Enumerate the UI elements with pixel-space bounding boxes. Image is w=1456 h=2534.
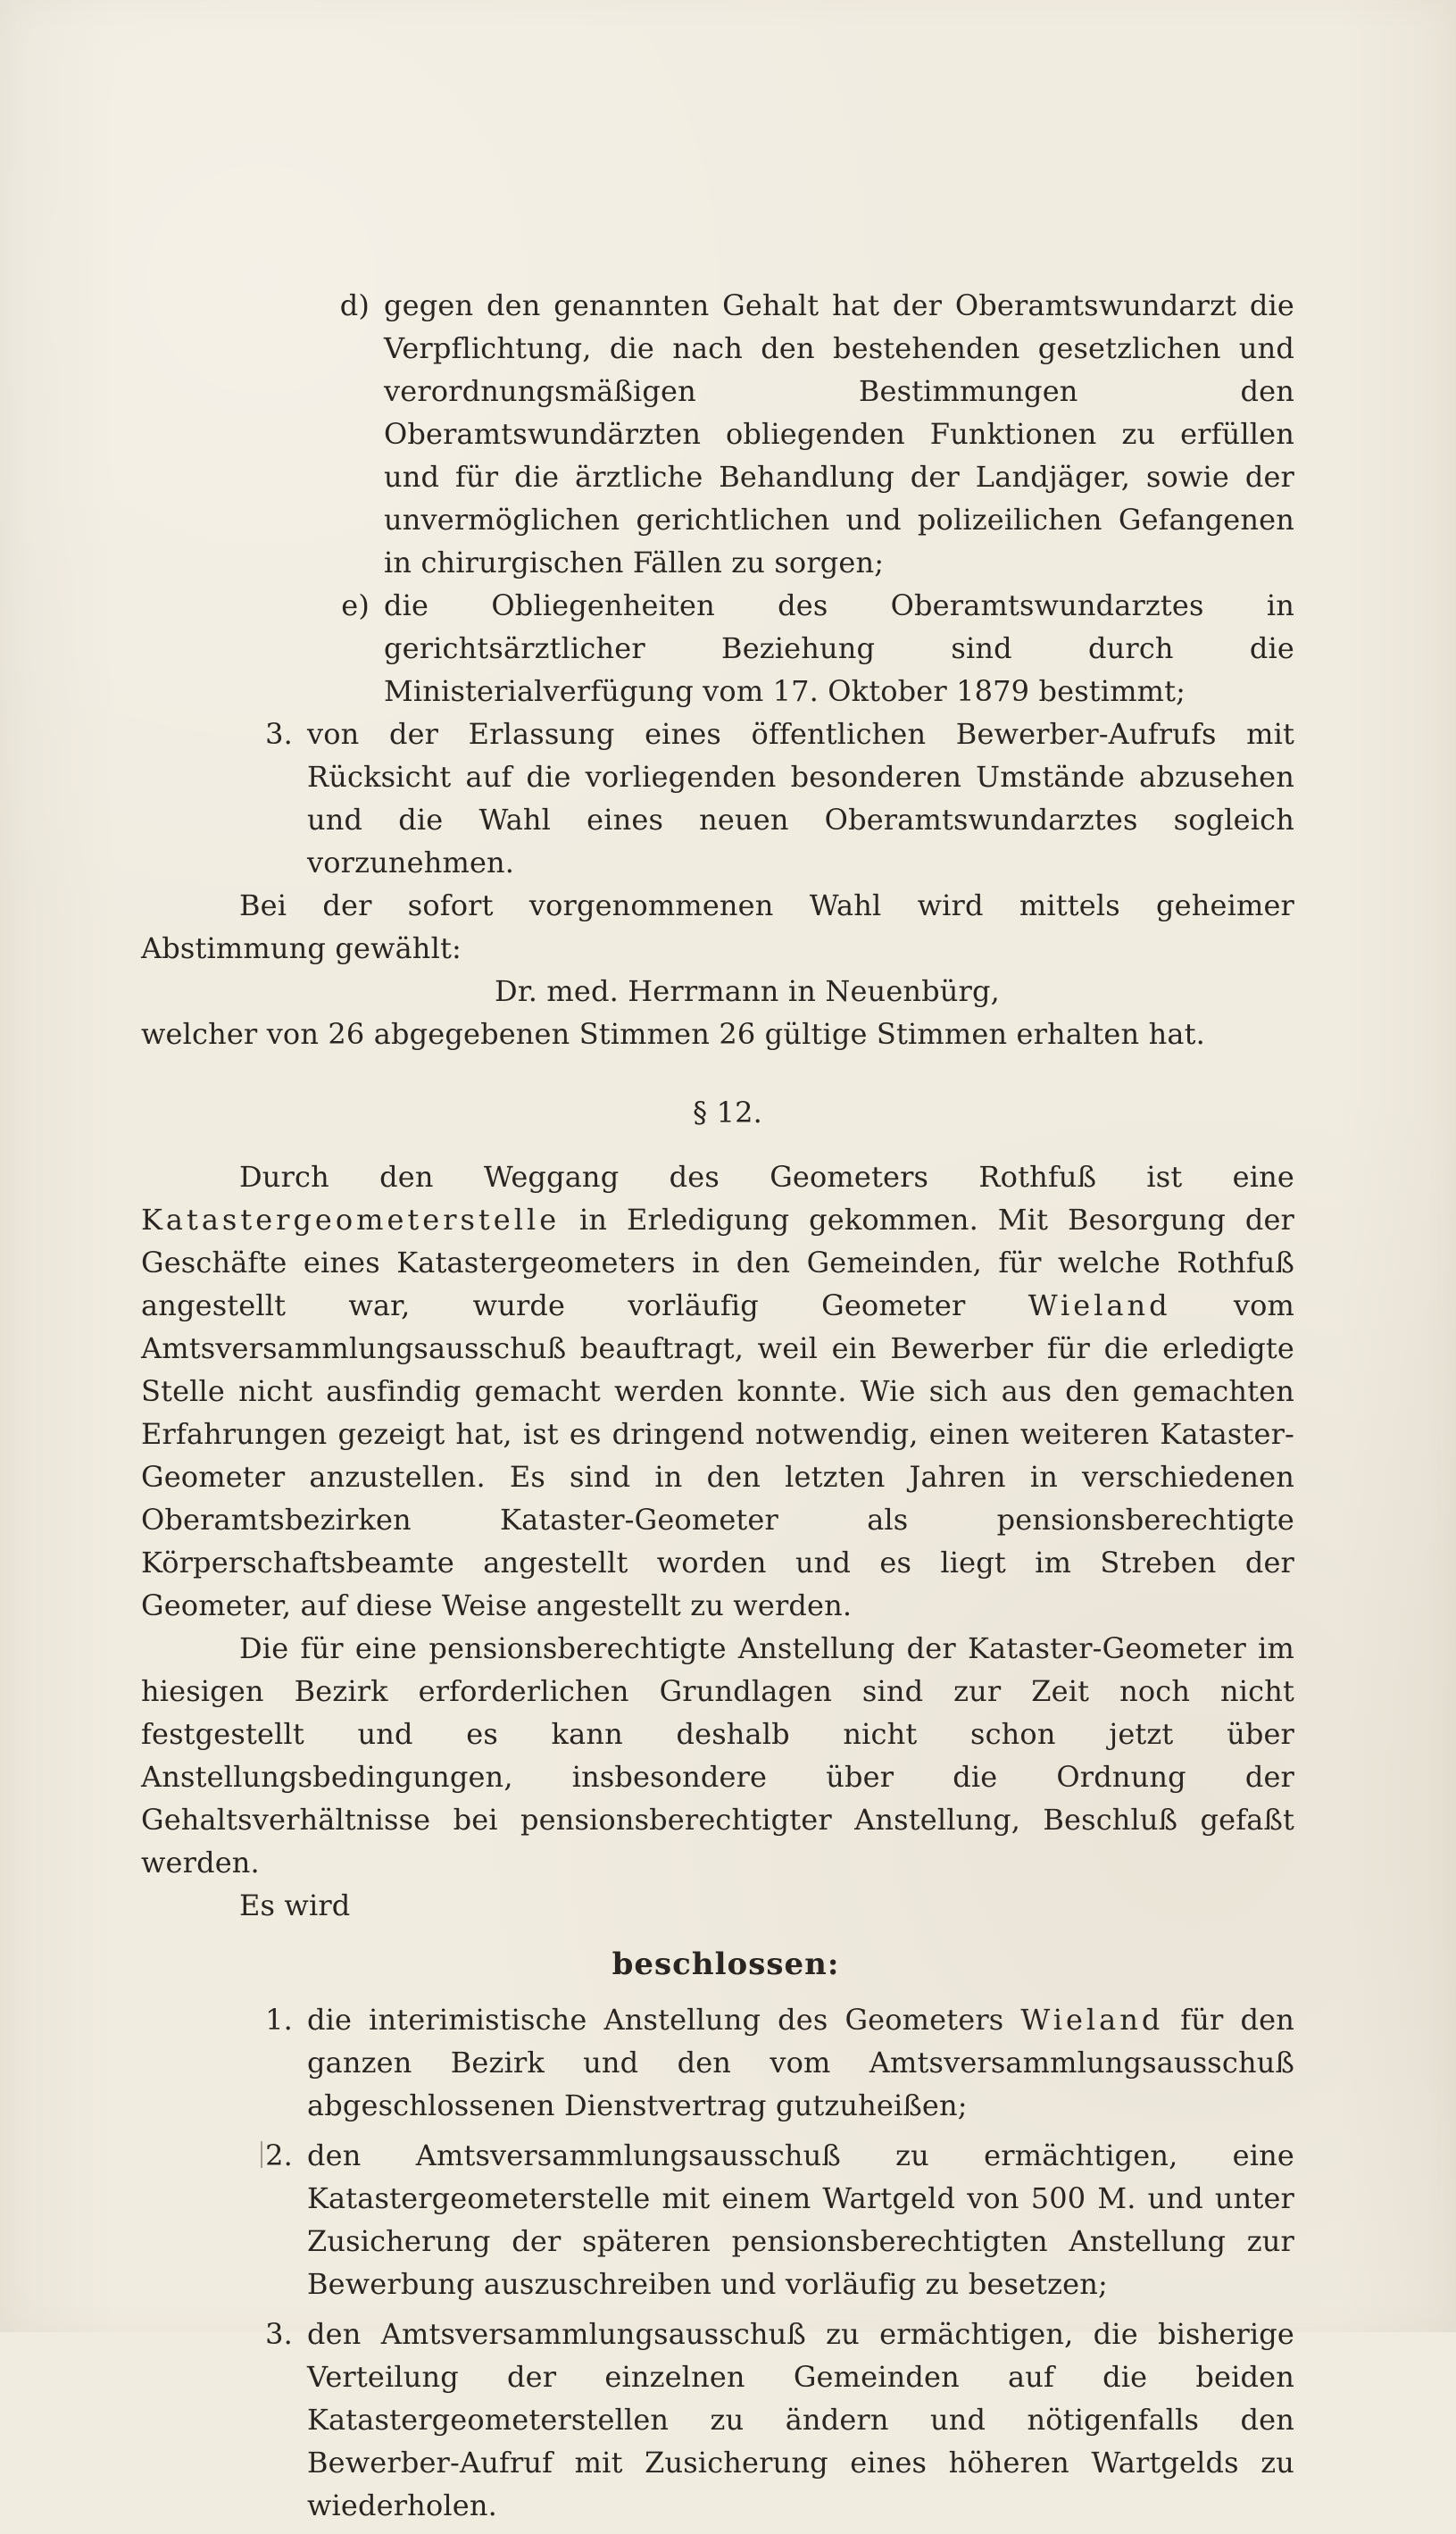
- section-12-paragraph-1-rest-a: in Erledigung gekommen. Mit Besorgung der Geschäfte eines Katastergeometers in den Gemeinden, für welche Rothfuß angestellt war, wurde vorläufig Geometer: [141, 1203, 1294, 1322]
- resolution-item-2: [254, 2134, 1294, 2305]
- katastergeometerstelle-emphasis: Katastergeometerstelle: [141, 1203, 561, 1237]
- section-12-paragraph-1-rest-b: vom Amtsversammlungsausschuß beauftragt, weil ein Bewerber für die erledigte Stelle nicht ausfindig gemacht werden konnte. Wie sich aus den gemachten Erfahrungen gezeigt hat, ist es dringend notwendig, einen weiteren Kataster-Geometer anzustellen. Es sind in den letzten Jahren in verschiedenen Oberamtsbezirken Kataster-Geometer als pensionsberechtigte Körperschaftsbeamte angestellt worden und es liegt im Streben der Geometer, auf diese Weise angestellt zu werden.: [141, 1288, 1294, 1622]
- subitem-e: [330, 584, 1294, 713]
- resolution-item-2-marker: 2.: [265, 2138, 293, 2172]
- item-3-text: von der Erlassung eines öffentlichen Bewerber-Aufrufs mit Rücksicht auf die vorliegenden besonderen Umstände abzusehen und die Wahl eines neuen Oberamtswundarztes sogleich vorzunehmen.: [307, 717, 1294, 879]
- section-12-paragraph-2: Die für eine pensionsberechtigte Anstellung der Kataster-Geometer im hiesigen Bezirk erforderlichen Grundlagen sind zur Zeit noch nicht festgestellt und es kann deshalb nicht schon jetzt über Anstellungsbedingungen, insbesondere über die Ordnung der Gehaltsverhältnisse bei pensionsberechtigter Anstellung, Beschluß gefaßt werden.: [141, 1631, 1294, 1880]
- resolution-item-3-marker: 3.: [265, 2317, 293, 2351]
- elected-candidate: Dr. med. Herrmann in Neuenbürg,: [495, 974, 1000, 1008]
- election-intro: Bei der sofort vorgenommenen Wahl wird mittels geheimer Abstimmung gewählt:: [141, 888, 1294, 965]
- subitem-d-text: gegen den genannten Gehalt hat der Oberamtswundarzt die Verpflichtung, die nach den bestehenden gesetzlichen und verordnungsmäßigen Bestimmungen den Oberamtswundärzten obliegenden Funktionen zu erfüllen und für die ärztliche Behandlung der Landjäger, sowie der unvermöglichen gerichtlichen und polizeilichen Gefangenen in chirurgischen Fällen zu sorgen;: [384, 288, 1294, 579]
- section-11-item-3: [254, 713, 1294, 884]
- subitem-d-marker: d): [339, 288, 370, 322]
- resolution-item-3-text: den Amtsversammlungsausschuß zu ermächtigen, die bisherige Verteilung der einzelnen Gemeinden auf die beiden Katastergeometerstellen zu ändern und nötigenfalls den Bewerber-Aufruf mit Zusicherung eines höheren Wartgelds zu wiederholen.: [307, 2317, 1294, 2522]
- section-11-list-item-3: [254, 713, 1294, 884]
- subitem-d: [330, 284, 1294, 584]
- election-result: welcher von 26 abgegebenen Stimmen 26 gültige Stimmen erhalten hat.: [141, 1017, 1205, 1051]
- subitem-e-marker: e): [341, 588, 370, 622]
- resolution-item-1-text: [307, 1998, 1294, 2127]
- resolution-item-3: [254, 2313, 1294, 2527]
- resolution-item-1-marker: 1.: [265, 2003, 293, 2037]
- document-content: [141, 284, 1294, 2534]
- resolution-item-1-text-b: für den ganzen Bezirk und den vom Amtsversammlungsausschuß abgeschlossenen Dienstvertrag gutzuheißen;: [307, 2003, 1295, 2122]
- resolution-item-1-name: Wieland: [1020, 2003, 1164, 2037]
- section-12-paragraph-1-lead: Durch den Weggang des Geometers Rothfuß ist eine: [239, 1160, 1294, 1194]
- resolution-item-1: [254, 1998, 1294, 2127]
- resolution-items: [254, 1998, 1294, 2527]
- item-3-marker: 3.: [265, 717, 293, 751]
- resolution-item-2-text: den Amtsversammlungsausschuß zu ermächtigen, eine Katastergeometerstelle mit einem Wartgeld von 500 M. und unter Zusicherung der späteren pensionsberechtigten Anstellung zur Bewerbung auszuschreiben und vorläufig zu besetzen;: [307, 2138, 1294, 2301]
- section-11-subitems: [330, 284, 1294, 713]
- resolution-heading: beschlossen:: [612, 1946, 840, 1982]
- resolution-item-1-text-a: die interimistische Anstellung des Geometers: [307, 2003, 1021, 2037]
- margin-mark: [261, 2141, 262, 2168]
- wieland-name-emphasis: Wieland: [1028, 1288, 1171, 1322]
- section-12-paragraph-1: [141, 1155, 1294, 1627]
- section-12-heading: § 12.: [693, 1096, 762, 1129]
- resolution-lead-in: Es wird: [239, 1888, 351, 1922]
- subitem-e-text: die Obliegenheiten des Oberamtswundarztes in gerichtsärztlicher Beziehung sind durch die Ministerialverfügung vom 17. Oktober 1879 bestimmt;: [384, 588, 1294, 708]
